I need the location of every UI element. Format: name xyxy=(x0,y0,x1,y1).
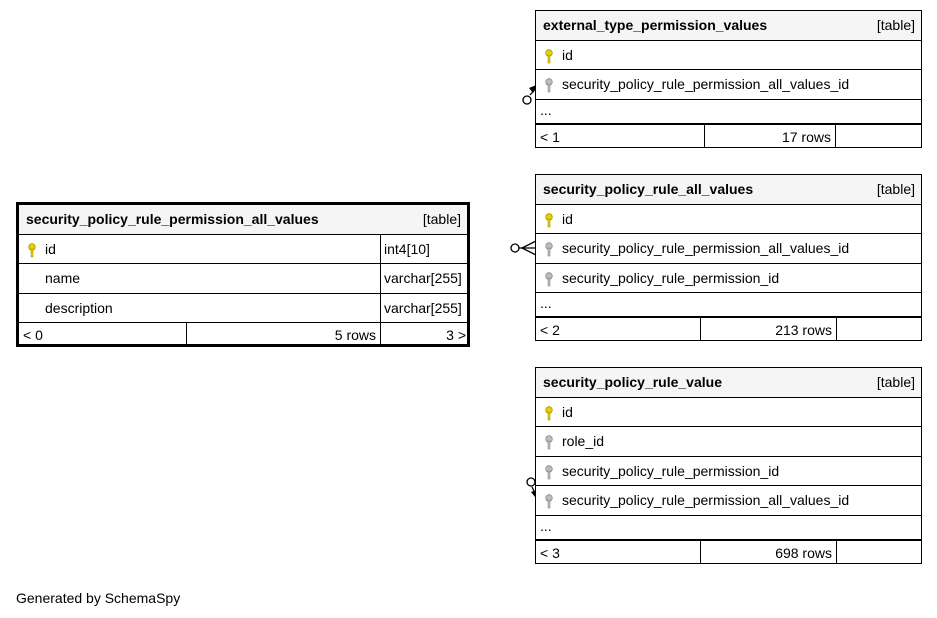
table-name: security_policy_rule_permission_all_values xyxy=(26,211,319,227)
row-count: 213 rows xyxy=(700,318,836,341)
relationship-edge-rule-all-values xyxy=(511,241,536,255)
foreign-key-icon xyxy=(545,272,553,287)
children-count xyxy=(835,125,921,148)
more-columns-ellipsis xyxy=(536,293,921,317)
column-name: id xyxy=(562,403,573,420)
column-name: id xyxy=(45,240,56,257)
foreign-key-icon xyxy=(545,242,553,257)
table-kind: [table] xyxy=(422,211,461,227)
primary-key-icon xyxy=(545,406,553,421)
column-row xyxy=(536,486,921,516)
table-header xyxy=(536,175,921,205)
column-name: id xyxy=(562,46,573,63)
ellipsis-text: ... xyxy=(540,517,552,534)
table-footer xyxy=(536,124,921,148)
row-count: 698 rows xyxy=(700,541,836,564)
table-header xyxy=(19,205,467,235)
column-row xyxy=(536,427,921,457)
more-columns-ellipsis xyxy=(536,516,921,540)
table-name: security_policy_rule_all_values xyxy=(543,181,754,197)
column-row xyxy=(536,205,921,235)
parents-count: < 2 xyxy=(540,322,560,338)
children-count xyxy=(836,541,921,564)
foreign-key-icon xyxy=(545,435,553,450)
foreign-key-icon xyxy=(545,494,553,509)
column-name: description xyxy=(45,299,113,316)
row-count: 5 rows xyxy=(186,323,380,347)
column-type: int4[10] xyxy=(380,235,467,264)
column-name: security_policy_rule_permission_all_values_id xyxy=(562,76,850,92)
table-kind: [table] xyxy=(876,181,915,197)
column-row xyxy=(19,264,467,294)
column-row xyxy=(536,41,921,71)
parents-count: < 1 xyxy=(540,128,560,145)
table-security-policy-rule-all-values[interactable] xyxy=(535,174,922,341)
ellipsis-text: ... xyxy=(540,101,552,118)
table-footer xyxy=(536,540,921,564)
table-name: security_policy_rule_value xyxy=(543,374,722,390)
column-row xyxy=(19,294,467,324)
primary-key-icon xyxy=(28,243,36,258)
foreign-key-icon xyxy=(545,78,553,93)
column-name: security_policy_rule_permission_id xyxy=(562,269,780,286)
parents-count: < 0 xyxy=(23,327,43,343)
row-count: 17 rows xyxy=(704,125,835,148)
column-row xyxy=(536,457,921,487)
column-row xyxy=(536,398,921,428)
table-kind: [table] xyxy=(876,374,915,390)
table-kind: [table] xyxy=(876,17,915,33)
column-type: varchar[255] xyxy=(380,264,467,293)
table-external-type-permission-values[interactable] xyxy=(535,10,922,148)
table-footer xyxy=(19,323,467,347)
ellipsis-text: ... xyxy=(540,295,552,311)
primary-key-icon xyxy=(545,49,553,64)
column-row xyxy=(536,70,921,100)
primary-key-icon xyxy=(545,213,553,228)
column-name: security_policy_rule_permission_all_values_id xyxy=(562,240,850,256)
more-columns-ellipsis xyxy=(536,100,921,124)
column-name: id xyxy=(562,210,573,227)
parents-count: < 3 xyxy=(540,544,560,561)
table-security-policy-rule-value[interactable] xyxy=(535,367,922,564)
column-name: security_policy_rule_permission_id xyxy=(562,462,780,479)
column-row xyxy=(19,235,467,265)
table-footer xyxy=(536,317,921,341)
table-name: external_type_permission_values xyxy=(543,17,768,33)
column-row xyxy=(536,264,921,294)
generated-by-label: Generated by SchemaSpy xyxy=(16,590,181,606)
column-type: varchar[255] xyxy=(380,294,467,323)
column-row xyxy=(536,234,921,264)
table-header xyxy=(536,368,921,398)
table-header xyxy=(536,11,921,41)
children-count: 3 > xyxy=(380,323,467,347)
column-name: security_policy_rule_permission_all_values_id xyxy=(562,492,850,508)
children-count xyxy=(836,318,921,341)
foreign-key-icon xyxy=(545,465,553,480)
column-name: name xyxy=(45,270,81,286)
column-name: role_id xyxy=(562,433,605,449)
table-security-policy-rule-permission-all-values[interactable] xyxy=(16,202,470,347)
